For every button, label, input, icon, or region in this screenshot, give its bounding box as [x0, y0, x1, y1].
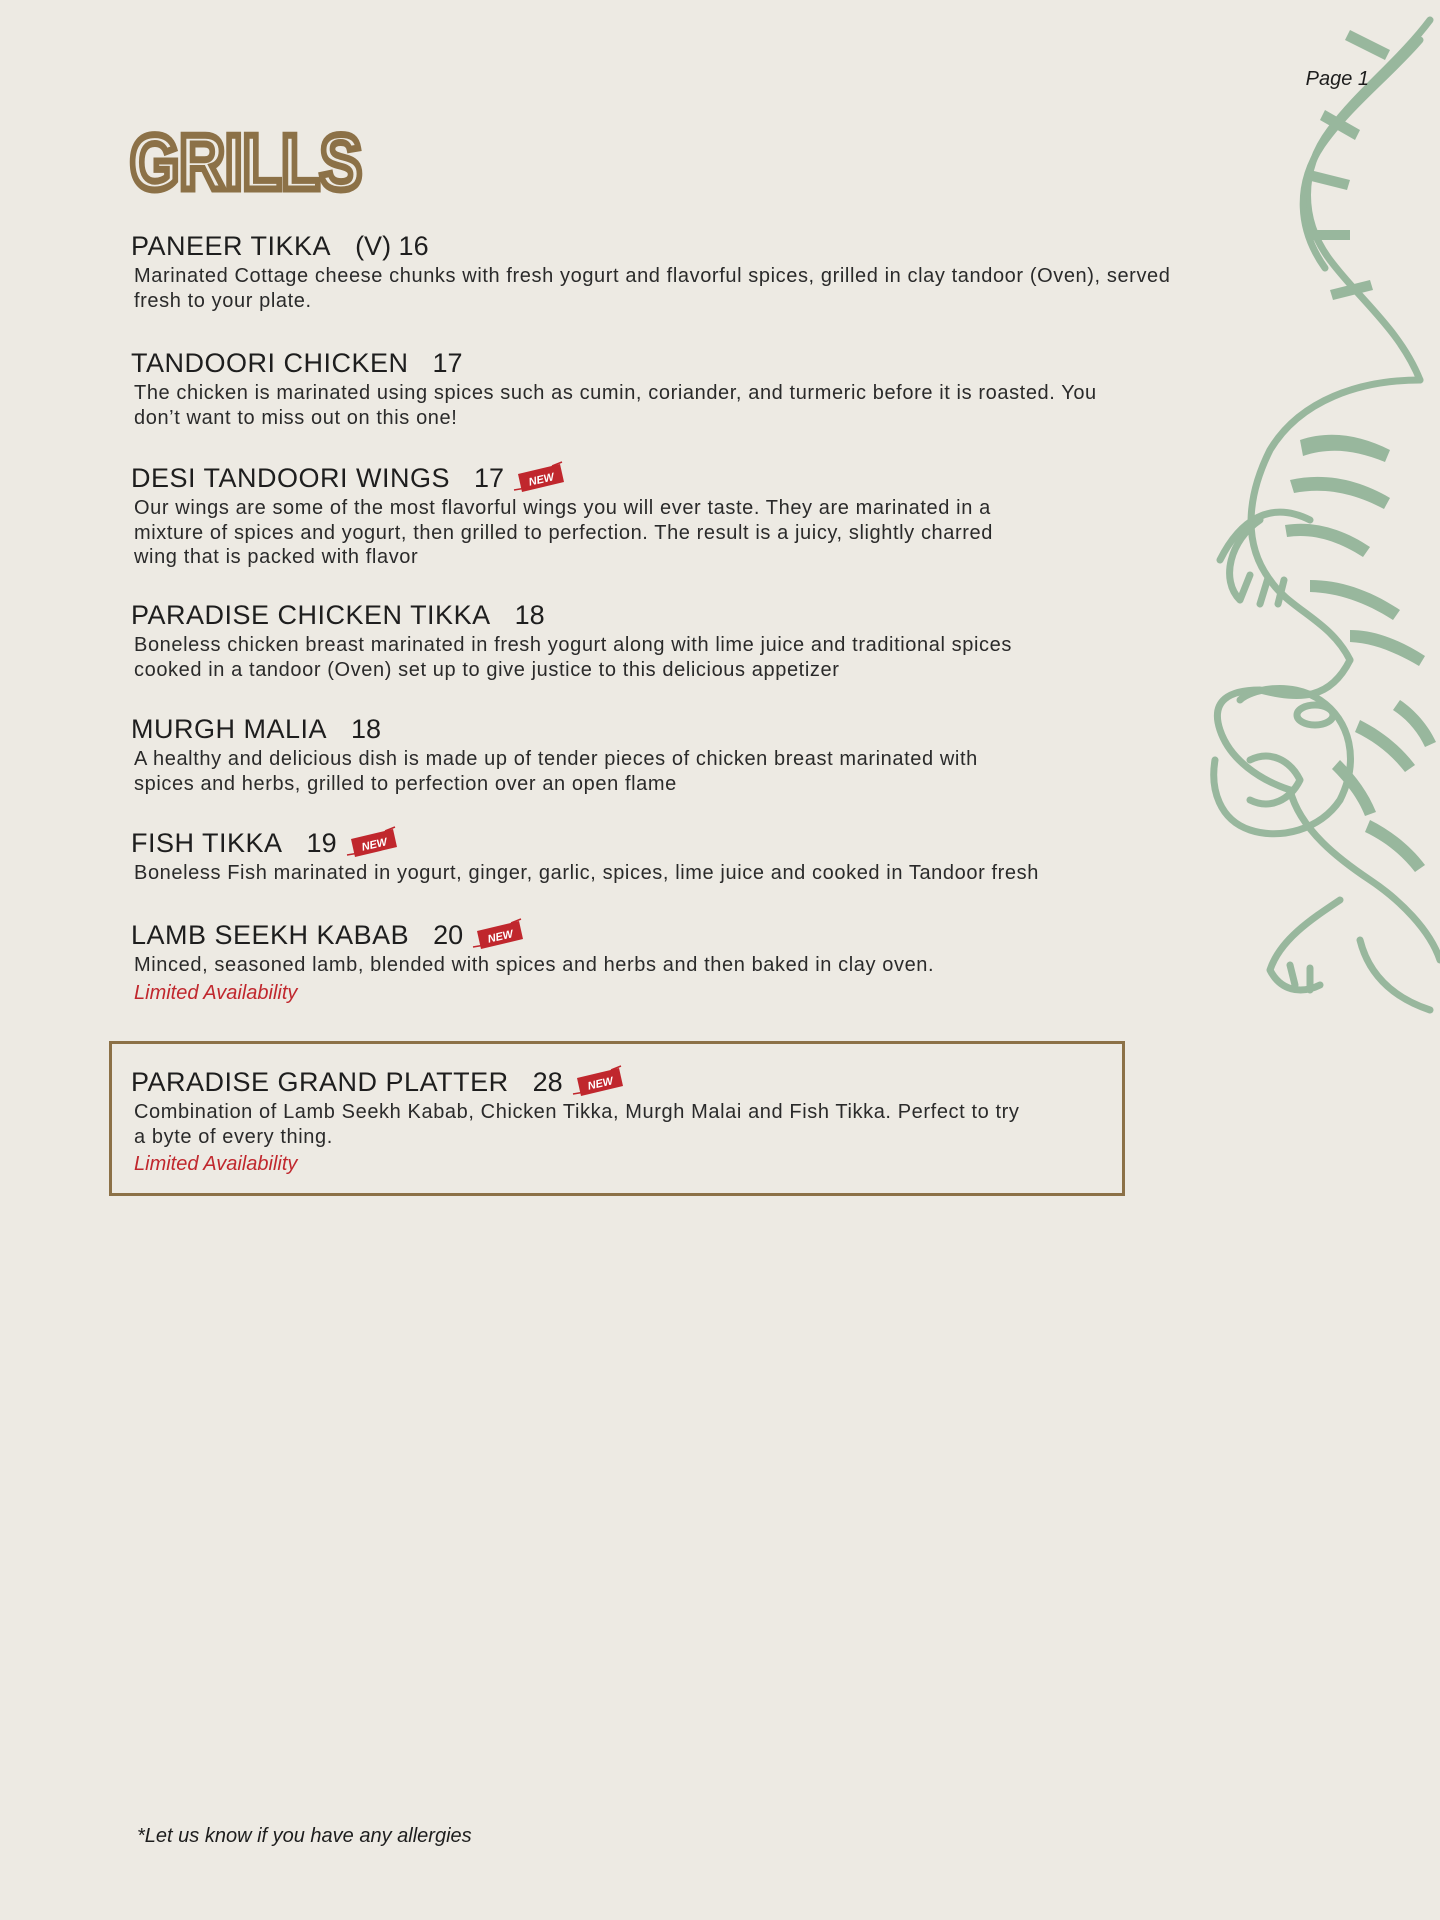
limited-availability-note: Limited Availability	[134, 981, 298, 1004]
menu-item	[131, 917, 1301, 1005]
item-name: MURGH MALIA	[131, 713, 328, 744]
item-description-line: Minced, seasoned lamb, blended with spices and herbs and then baked in clay oven.	[134, 954, 935, 976]
section-title-grills	[130, 118, 370, 206]
item-description-line: fresh to your plate.	[134, 289, 312, 312]
item-name: PARADISE CHICKEN TIKKA	[131, 599, 491, 630]
menu-item-header	[131, 460, 1301, 496]
item-description-line: A healthy and delicious dish is made up of tender pieces of chicken breast marinated with	[134, 748, 978, 770]
new-badge-label: NEW	[527, 471, 556, 489]
menu-item	[131, 825, 1301, 886]
item-description-line: Boneless Fish marinated in yogurt, ginger, garlic, spices, lime juice and cooked in Tandoor fresh	[134, 862, 1039, 884]
item-description-line: don’t want to miss out on this one!	[134, 406, 458, 429]
item-description-line: wing that is packed with flavor	[134, 546, 419, 568]
limited-availability-note: Limited Availability	[134, 1153, 298, 1175]
menu-item-header	[131, 1064, 1301, 1100]
new-badge-icon	[512, 460, 566, 496]
item-description-line: spices and herbs, grilled to perfection over an open flame	[134, 772, 677, 795]
item-description-line: cooked in a tandoor (Oven) set up to give justice to this delicious appetizer	[134, 658, 840, 681]
item-price: 28	[532, 1066, 563, 1097]
item-description-line: Boneless chicken breast marinated in fresh yogurt along with lime juice and traditional spices	[134, 634, 1012, 656]
svg-text:GRILLS: GRILLS	[130, 118, 362, 206]
item-price: 19	[306, 827, 337, 858]
item-description-line: mixture of spices and yogurt, then grilled to perfection. The result is a juicy, slightly charred	[134, 521, 993, 544]
item-description-line: Marinated Cottage cheese chunks with fresh yogurt and flavorful spices, grilled in clay tandoor (Oven), served	[134, 265, 1171, 287]
menu-item-header	[131, 597, 1301, 633]
new-badge-icon	[571, 1064, 625, 1100]
new-badge-label: NEW	[586, 1075, 614, 1093]
menu-item-header	[131, 917, 1301, 953]
item-description-line: Our wings are some of the most flavorful wings you will ever taste. They are marinated in a	[134, 497, 991, 519]
item-price: 20	[433, 919, 464, 950]
item-name: TANDOORI CHICKEN	[131, 347, 409, 378]
item-price: 17	[474, 462, 505, 493]
menu-item-header	[131, 711, 1301, 747]
menu-item	[131, 711, 1301, 796]
menu-item-header	[131, 228, 1301, 264]
item-name: DESI TANDOORI WINGS	[131, 462, 451, 493]
new-badge-icon	[345, 825, 399, 861]
menu-item-header	[131, 825, 1301, 861]
item-description-line: The chicken is marinated using spices such as cumin, coriander, and turmeric before it is roasted. You	[134, 382, 1097, 404]
item-price: 18	[351, 713, 382, 744]
menu-item-header	[131, 345, 1301, 381]
item-price: 18	[514, 599, 545, 630]
item-name: LAMB SEEKH KABAB	[131, 919, 410, 950]
item-name: PARADISE GRAND PLATTER	[131, 1066, 509, 1097]
menu-item	[131, 228, 1301, 313]
menu-item	[131, 460, 1301, 570]
menu-item	[131, 1064, 1301, 1176]
new-badge-label: NEW	[486, 928, 515, 946]
item-price: 17	[432, 347, 463, 378]
allergy-note: *Let us know if you have any allergies	[137, 1825, 472, 1847]
item-name: FISH TIKKA	[131, 827, 283, 858]
new-badge-label: NEW	[360, 836, 388, 854]
item-name: PANEER TIKKA	[131, 230, 332, 261]
new-badge-icon	[471, 917, 525, 953]
item-price: (V) 16	[355, 230, 429, 261]
item-description-line: a byte of every thing.	[134, 1125, 333, 1148]
menu-item	[131, 597, 1301, 682]
menu-item	[131, 345, 1301, 430]
item-description-line: Combination of Lamb Seekh Kabab, Chicken Tikka, Murgh Malai and Fish Tikka. Perfect to try	[134, 1101, 1020, 1123]
page-number: Page 1	[1305, 68, 1369, 90]
